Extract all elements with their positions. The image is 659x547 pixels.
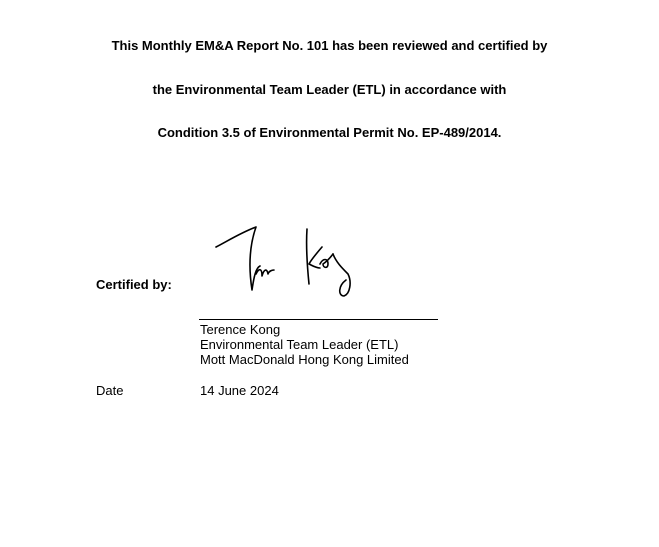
- signature-icon: [212, 224, 364, 300]
- date-value: 14 June 2024: [200, 383, 279, 398]
- signatory-title: Environmental Team Leader (ETL): [200, 337, 399, 352]
- signature-line: [199, 319, 438, 320]
- signatory-company: Mott MacDonald Hong Kong Limited: [200, 352, 409, 367]
- signatory-name: Terence Kong: [200, 322, 281, 337]
- certification-line-1: This Monthly EM&A Report No. 101 has been reviewed and certified by: [111, 38, 548, 53]
- certification-line-3: Condition 3.5 of Environmental Permit No. EP-489/2014.: [157, 125, 502, 140]
- certification-line-2: the Environmental Team Leader (ETL) in accordance with: [152, 82, 507, 97]
- date-label: Date: [96, 383, 124, 398]
- certified-by-label: Certified by:: [96, 277, 172, 292]
